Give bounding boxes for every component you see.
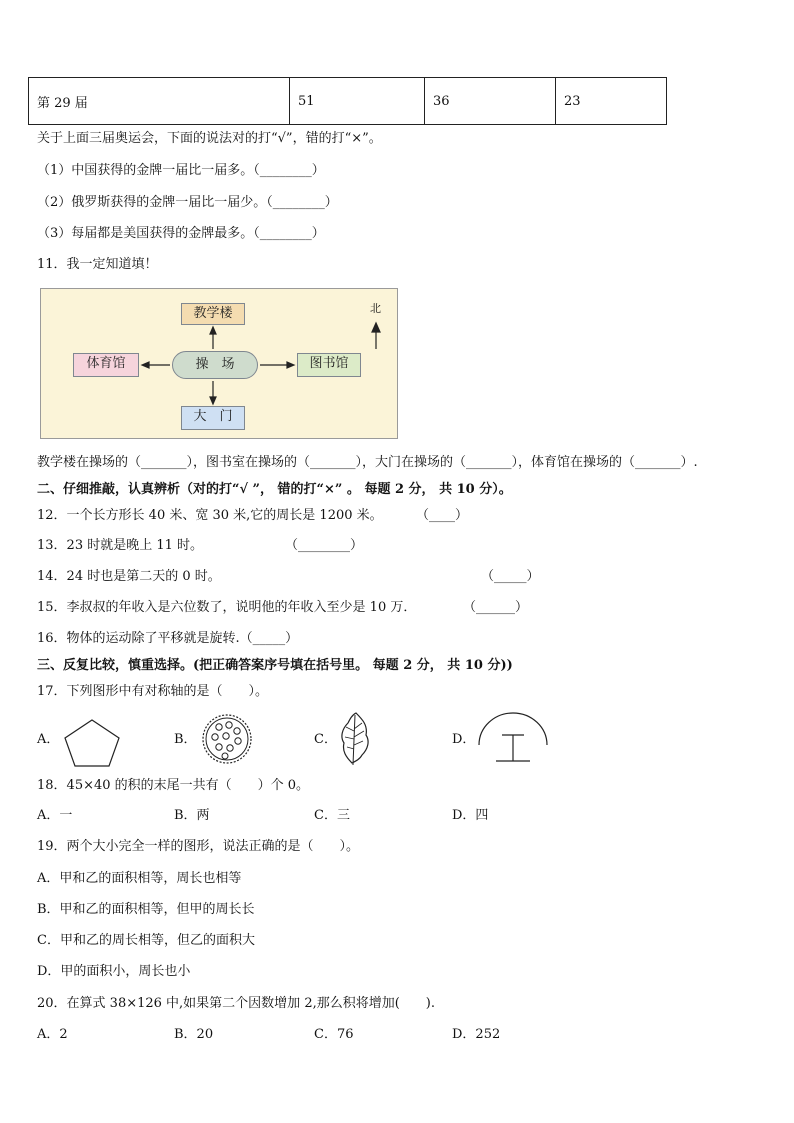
q17-stem: 17．下列图形中有对称轴的是（ ）。	[37, 684, 269, 699]
q18-option-a: A．一	[37, 808, 73, 823]
q11-title: 11．我一定知道填！	[37, 257, 158, 272]
map-teaching-building: 教学楼	[181, 303, 245, 325]
q16-text: 16．物体的运动除了平移就是旋转.（_____）	[37, 631, 299, 646]
q18-option-d: D．四	[452, 808, 489, 823]
pentagon-figure	[62, 716, 124, 768]
q10-item-2: （2）俄罗斯获得的金牌一届比一届少。（________）	[37, 195, 338, 210]
section2-heading: 二、仔细推敲，认真辨析（对的打“√ ”， 错的打“×” 。 每题 2 分， 共 10 分）。	[37, 482, 512, 497]
map-arrows	[41, 289, 399, 440]
medal-table	[28, 77, 667, 125]
q13-blank: （________）	[285, 538, 364, 553]
q20-option-b: B．20	[174, 1027, 214, 1042]
q17-option-b: B．	[174, 732, 197, 747]
q20-option-c: C．76	[314, 1027, 354, 1042]
table-cell-value: 51	[290, 78, 425, 125]
q17-option-a: A．	[37, 732, 60, 747]
north-label: 北	[370, 302, 381, 315]
q17-option-c: C．	[314, 732, 337, 747]
q18-option-b: B．两	[174, 808, 210, 823]
q12-text: 12．一个长方形长 40 米、宽 30 米,它的周长是 1200 米。	[37, 508, 383, 523]
q15-text: 15．李叔叔的年收入是六位数了，说明他的年收入至少是 10 万．	[37, 600, 417, 615]
q15-blank: （______）	[463, 600, 529, 615]
pie-figure	[201, 711, 253, 767]
arch-figure	[476, 709, 550, 767]
q14-text: 14．24 时也是第二天的 0 时。	[37, 569, 221, 584]
q10-item-1: （1）中国获得的金牌一届比一届多。（________）	[37, 163, 325, 178]
q10-intro: 关于上面三届奥运会，下面的说法对的打“√”，错的打“×”。	[37, 131, 382, 146]
q19-stem: 19．两个大小完全一样的图形，说法正确的是（ ）。	[37, 839, 360, 854]
q19-option-d: D．甲的面积小，周长也小	[37, 964, 191, 979]
q17-option-d: D．	[452, 732, 476, 747]
table-cell-value: 36	[425, 78, 556, 125]
q14-blank: （_____）	[481, 569, 540, 584]
q19-option-c: C．甲和乙的周长相等，但乙的面积大	[37, 933, 255, 948]
q11-fill: 教学楼在操场的（_______），图书室在操场的（_______），大门在操场的（_______），体育馆在操场的（_______）.	[37, 455, 698, 470]
q20-option-d: D．252	[452, 1027, 501, 1042]
q12-blank: （____）	[416, 508, 469, 523]
table-cell-edition: 第 29 届	[29, 78, 290, 125]
map-gate: 大 门	[181, 406, 245, 430]
q19-option-a: A．甲和乙的面积相等，周长也相等	[37, 871, 242, 886]
q18-option-c: C．三	[314, 808, 350, 823]
q10-item-3: （3）每届都是美国获得的金牌最多。（________）	[37, 226, 325, 241]
q13-text: 13．23 时就是晚上 11 时。	[37, 538, 204, 553]
section3-heading: 三、反复比较，慎重选择。(把正确答案序号填在括号里。 每题 2 分， 共 10 分))	[37, 658, 513, 673]
q20-stem: 20．在算式 38×126 中,如果第二个因数增加 2,那么积将增加( ).	[37, 996, 435, 1011]
table-row	[29, 78, 667, 125]
map-gym: 体育馆	[73, 353, 139, 377]
campus-map	[40, 288, 398, 439]
q19-option-b: B．甲和乙的面积相等，但甲的周长长	[37, 902, 255, 917]
q18-stem: 18．45×40 的积的末尾一共有（ ）个 0。	[37, 778, 310, 793]
map-library: 图书馆	[297, 353, 361, 377]
map-playground: 操 场	[172, 351, 258, 379]
table-cell-value: 23	[556, 78, 667, 125]
q20-option-a: A．2	[37, 1027, 68, 1042]
leaf-figure	[338, 709, 372, 767]
